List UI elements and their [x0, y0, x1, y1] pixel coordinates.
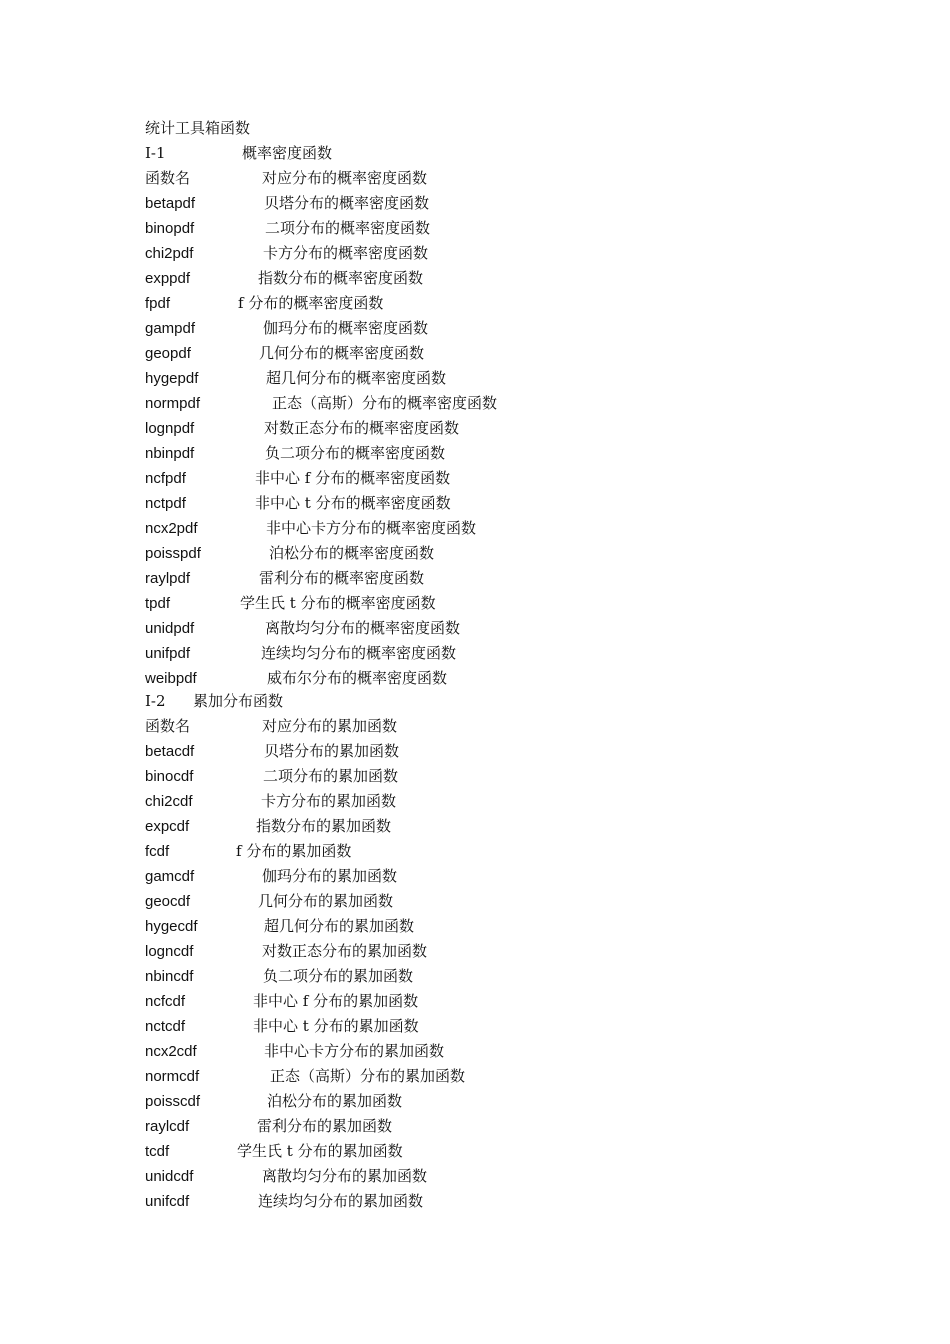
function-name: unidcdf	[145, 1168, 194, 1185]
function-desc: 离散均匀分布的概率密度函数	[265, 619, 461, 637]
function-name: nctcdf	[145, 1018, 186, 1035]
list-item	[145, 1064, 466, 1088]
function-name: nbincdf	[145, 968, 194, 985]
function-name: unifpdf	[145, 645, 191, 662]
list-item	[145, 764, 399, 788]
function-desc: 对数正态分布的累加函数	[262, 942, 428, 960]
function-name: tcdf	[145, 1143, 170, 1160]
document-title: 统计工具箱函数	[145, 119, 251, 137]
list-item	[145, 1014, 419, 1038]
list-item	[145, 989, 419, 1013]
function-name: fpdf	[145, 295, 171, 312]
function-desc: 非中心 t 分布的累加函数	[253, 1017, 419, 1035]
function-desc: 雷利分布的概率密度函数	[259, 569, 425, 587]
function-name: ncfpdf	[145, 470, 186, 487]
function-name: ncx2cdf	[145, 1043, 197, 1060]
function-name: gamcdf	[145, 868, 195, 885]
function-desc: 几何分布的概率密度函数	[259, 344, 425, 362]
list-item	[145, 864, 398, 888]
list-item	[145, 889, 394, 913]
list-item	[145, 1089, 403, 1113]
function-desc: 指数分布的累加函数	[256, 817, 392, 835]
list-item	[145, 441, 446, 465]
function-desc: 指数分布的概率密度函数	[258, 269, 424, 287]
list-item	[145, 241, 429, 265]
function-name: betapdf	[145, 195, 196, 212]
function-name: weibpdf	[145, 670, 197, 687]
list-item	[145, 964, 414, 988]
function-name: exppdf	[145, 270, 191, 287]
function-name: expcdf	[145, 818, 190, 835]
function-desc: 非中心 f 分布的概率密度函数	[255, 469, 451, 487]
function-name: unifcdf	[145, 1193, 190, 1210]
function-name: nbinpdf	[145, 445, 195, 462]
list-item	[145, 1189, 424, 1213]
function-name: lognpdf	[145, 420, 195, 437]
column-header-desc: 对应分布的累加函数	[262, 717, 398, 735]
section-heading-desc: 累加分布函数	[193, 692, 284, 710]
function-name: hygecdf	[145, 918, 198, 935]
column-header-name: 函数名	[145, 169, 191, 187]
list-item	[145, 939, 428, 963]
function-desc: 非中心 f 分布的累加函数	[253, 992, 419, 1010]
list-item	[145, 391, 498, 415]
function-name: betacdf	[145, 743, 195, 760]
function-desc: 贝塔分布的累加函数	[264, 742, 400, 760]
list-item	[145, 541, 435, 565]
function-desc: 泊松分布的概率密度函数	[269, 544, 435, 562]
column-header-desc: 对应分布的概率密度函数	[262, 169, 428, 187]
list-item	[145, 1039, 445, 1063]
function-name: ncfcdf	[145, 993, 186, 1010]
function-name: raylpdf	[145, 570, 191, 587]
function-desc: 伽玛分布的概率密度函数	[263, 319, 429, 337]
function-desc: 超几何分布的累加函数	[264, 917, 415, 935]
list-item	[145, 814, 392, 838]
function-desc: 二项分布的累加函数	[263, 767, 399, 785]
list-item	[145, 591, 436, 615]
list-item	[145, 341, 425, 365]
function-name: logncdf	[145, 943, 194, 960]
function-desc: 非中心卡方分布的累加函数	[264, 1042, 445, 1060]
section-number: Ⅰ-2	[145, 692, 166, 710]
table-header	[145, 714, 398, 738]
function-desc: 超几何分布的概率密度函数	[266, 369, 447, 387]
function-name: binopdf	[145, 220, 195, 237]
function-desc: 贝塔分布的概率密度函数	[264, 194, 430, 212]
function-name: nctpdf	[145, 495, 186, 512]
function-desc: 卡方分布的累加函数	[261, 792, 397, 810]
list-item	[145, 1164, 428, 1188]
list-item	[145, 739, 400, 763]
list-item	[145, 789, 397, 813]
function-desc: 对数正态分布的概率密度函数	[264, 419, 460, 437]
function-desc: 卡方分布的概率密度函数	[263, 244, 429, 262]
function-desc: 正态（高斯）分布的累加函数	[270, 1067, 466, 1085]
column-header-name: 函数名	[145, 717, 191, 735]
function-name: poisspdf	[145, 545, 201, 562]
function-desc: 非中心卡方分布的概率密度函数	[266, 519, 477, 537]
function-name: ncx2pdf	[145, 520, 198, 537]
function-desc: 正态（高斯）分布的概率密度函数	[272, 394, 498, 412]
function-desc: 负二项分布的概率密度函数	[265, 444, 446, 462]
list-item	[145, 216, 431, 240]
function-name: gampdf	[145, 320, 196, 337]
list-item	[145, 416, 460, 440]
function-name: binocdf	[145, 768, 194, 785]
list-item	[145, 914, 415, 938]
section-heading-desc: 概率密度函数	[242, 144, 333, 162]
function-desc: 连续均匀分布的概率密度函数	[261, 644, 457, 662]
function-desc: 威布尔分布的概率密度函数	[267, 669, 448, 687]
list-item	[145, 366, 447, 390]
function-desc: 几何分布的累加函数	[258, 892, 394, 910]
function-name: unidpdf	[145, 620, 195, 637]
function-desc: 学生氏 t 分布的概率密度函数	[240, 594, 436, 612]
function-name: geocdf	[145, 893, 191, 910]
function-desc: f 分布的概率密度函数	[238, 294, 384, 312]
function-name: normcdf	[145, 1068, 200, 1085]
function-desc: 负二项分布的累加函数	[263, 967, 414, 985]
list-item	[145, 641, 457, 665]
function-desc: 离散均匀分布的累加函数	[262, 1167, 428, 1185]
section-number: Ⅰ-1	[145, 144, 166, 162]
function-name: raylcdf	[145, 1118, 190, 1135]
list-item	[145, 1114, 393, 1138]
function-desc: f 分布的累加函数	[236, 842, 352, 860]
function-desc: 雷利分布的累加函数	[257, 1117, 393, 1135]
list-item	[145, 316, 429, 340]
list-item	[145, 266, 424, 290]
list-item	[145, 516, 477, 540]
function-name: geopdf	[145, 345, 191, 362]
function-name: chi2pdf	[145, 245, 194, 262]
list-item	[145, 491, 451, 515]
function-name: normpdf	[145, 395, 201, 412]
table-header	[145, 166, 428, 190]
function-name: chi2cdf	[145, 793, 193, 810]
list-item	[145, 1139, 403, 1163]
function-desc: 二项分布的概率密度函数	[265, 219, 431, 237]
list-item	[145, 839, 352, 863]
function-desc: 连续均匀分布的累加函数	[258, 1192, 424, 1210]
function-desc: 非中心 t 分布的概率密度函数	[255, 494, 451, 512]
function-desc: 伽玛分布的累加函数	[262, 867, 398, 885]
list-item	[145, 566, 425, 590]
function-name: poisscdf	[145, 1093, 201, 1110]
function-name: fcdf	[145, 843, 170, 860]
function-name: tpdf	[145, 595, 171, 612]
list-item	[145, 616, 461, 640]
list-item	[145, 191, 430, 215]
section-heading	[145, 689, 284, 713]
list-item	[145, 291, 384, 315]
function-desc: 学生氏 t 分布的累加函数	[237, 1142, 403, 1160]
function-desc: 泊松分布的累加函数	[267, 1092, 403, 1110]
section-heading	[145, 141, 333, 165]
list-item	[145, 466, 451, 490]
list-item	[145, 666, 448, 690]
function-name: hygepdf	[145, 370, 199, 387]
